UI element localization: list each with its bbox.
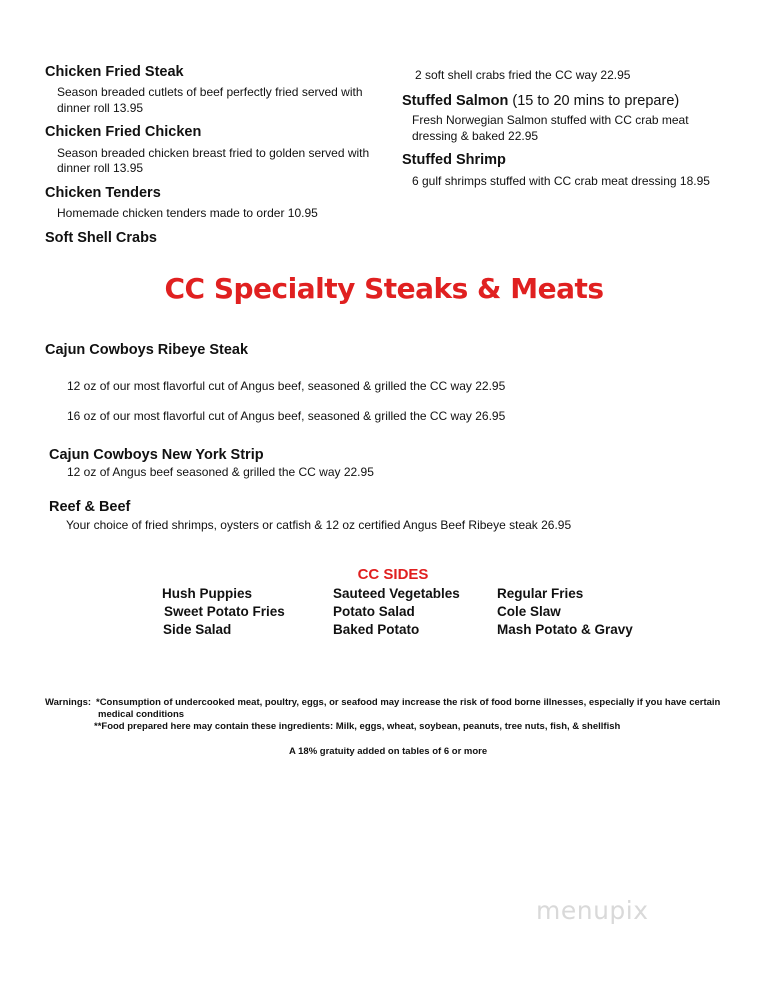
reef-and-beef-desc: Your choice of fried shrimps, oysters or catfish & 12 oz certified Angus Beef Ribeye steak 26.95 (66, 518, 572, 532)
chicken-tenders-desc: Homemade chicken tenders made to order 10.95 (57, 206, 318, 220)
chicken-fried-chicken-desc-2: dinner roll 13.95 (57, 161, 144, 175)
side-hush-puppies: Hush Puppies (162, 586, 253, 601)
warning-allergens: **Food prepared here may contain these ingredients: Milk, eggs, wheat, soybean, peanuts, tree nuts, fish, & shellfish (94, 721, 621, 732)
new-york-strip-title: Cajun Cowboys New York Strip (49, 447, 264, 463)
gratuity-notice: A 18% gratuity added on tables of 6 or more (289, 746, 488, 757)
side-sauteed-vegetables: Sauteed Vegetables (333, 586, 460, 601)
ribeye-option-12oz: 12 oz of our most flavorful cut of Angus beef, seasoned & grilled the CC way 22.95 (67, 379, 506, 393)
soft-shell-crabs-title: Soft Shell Crabs (45, 230, 157, 246)
side-regular-fries: Regular Fries (497, 586, 584, 601)
chicken-fried-chicken-title: Chicken Fried Chicken (45, 124, 202, 140)
stuffed-salmon-name: Stuffed Salmon (402, 93, 509, 109)
side-mash-potato-gravy: Mash Potato & Gravy (497, 622, 633, 637)
side-cole-slaw: Cole Slaw (497, 604, 561, 619)
menupix-watermark: menupix (536, 896, 649, 925)
chicken-tenders-title: Chicken Tenders (45, 185, 161, 201)
warnings-label: Warnings: (45, 697, 92, 708)
new-york-strip-desc: 12 oz of Angus beef seasoned & grilled the CC way 22.95 (67, 465, 374, 479)
side-baked-potato: Baked Potato (333, 622, 420, 637)
stuffed-shrimp-title: Stuffed Shrimp (402, 152, 506, 168)
ribeye-steak-title: Cajun Cowboys Ribeye Steak (45, 342, 249, 358)
chicken-fried-chicken-desc-1: Season breaded chicken breast fried to golden served with (57, 146, 370, 160)
stuffed-salmon-desc-2: dressing & baked 22.95 (412, 129, 539, 143)
side-sweet-potato-fries: Sweet Potato Fries (164, 604, 285, 619)
specialty-section-title: CC Specialty Steaks & Meats (164, 272, 604, 305)
soft-shell-crabs-desc: 2 soft shell crabs fried the CC way 22.95 (415, 68, 631, 82)
chicken-fried-steak-desc-2: dinner roll 13.95 (57, 101, 144, 115)
reef-and-beef-title: Reef & Beef (49, 499, 131, 515)
side-potato-salad: Potato Salad (333, 604, 415, 619)
stuffed-salmon-title (402, 93, 679, 109)
chicken-fried-steak-title: Chicken Fried Steak (45, 64, 184, 80)
stuffed-salmon-desc-1: Fresh Norwegian Salmon stuffed with CC crab meat (412, 113, 689, 127)
warning-undercooked-cont: medical conditions (98, 709, 185, 720)
sides-title: CC SIDES (357, 566, 429, 583)
stuffed-salmon-note: (15 to 20 mins to prepare) (512, 93, 680, 109)
warning-undercooked: *Consumption of undercooked meat, poultry, eggs, or seafood may increase the risk of food borne illnesses, especially if you have certain (96, 697, 721, 708)
stuffed-shrimp-desc: 6 gulf shrimps stuffed with CC crab meat dressing 18.95 (412, 174, 710, 188)
chicken-fried-steak-desc-1: Season breaded cutlets of beef perfectly fried served with (57, 85, 363, 99)
ribeye-option-16oz: 16 oz of our most flavorful cut of Angus beef, seasoned & grilled the CC way 26.95 (67, 409, 506, 423)
side-side-salad: Side Salad (163, 622, 232, 637)
